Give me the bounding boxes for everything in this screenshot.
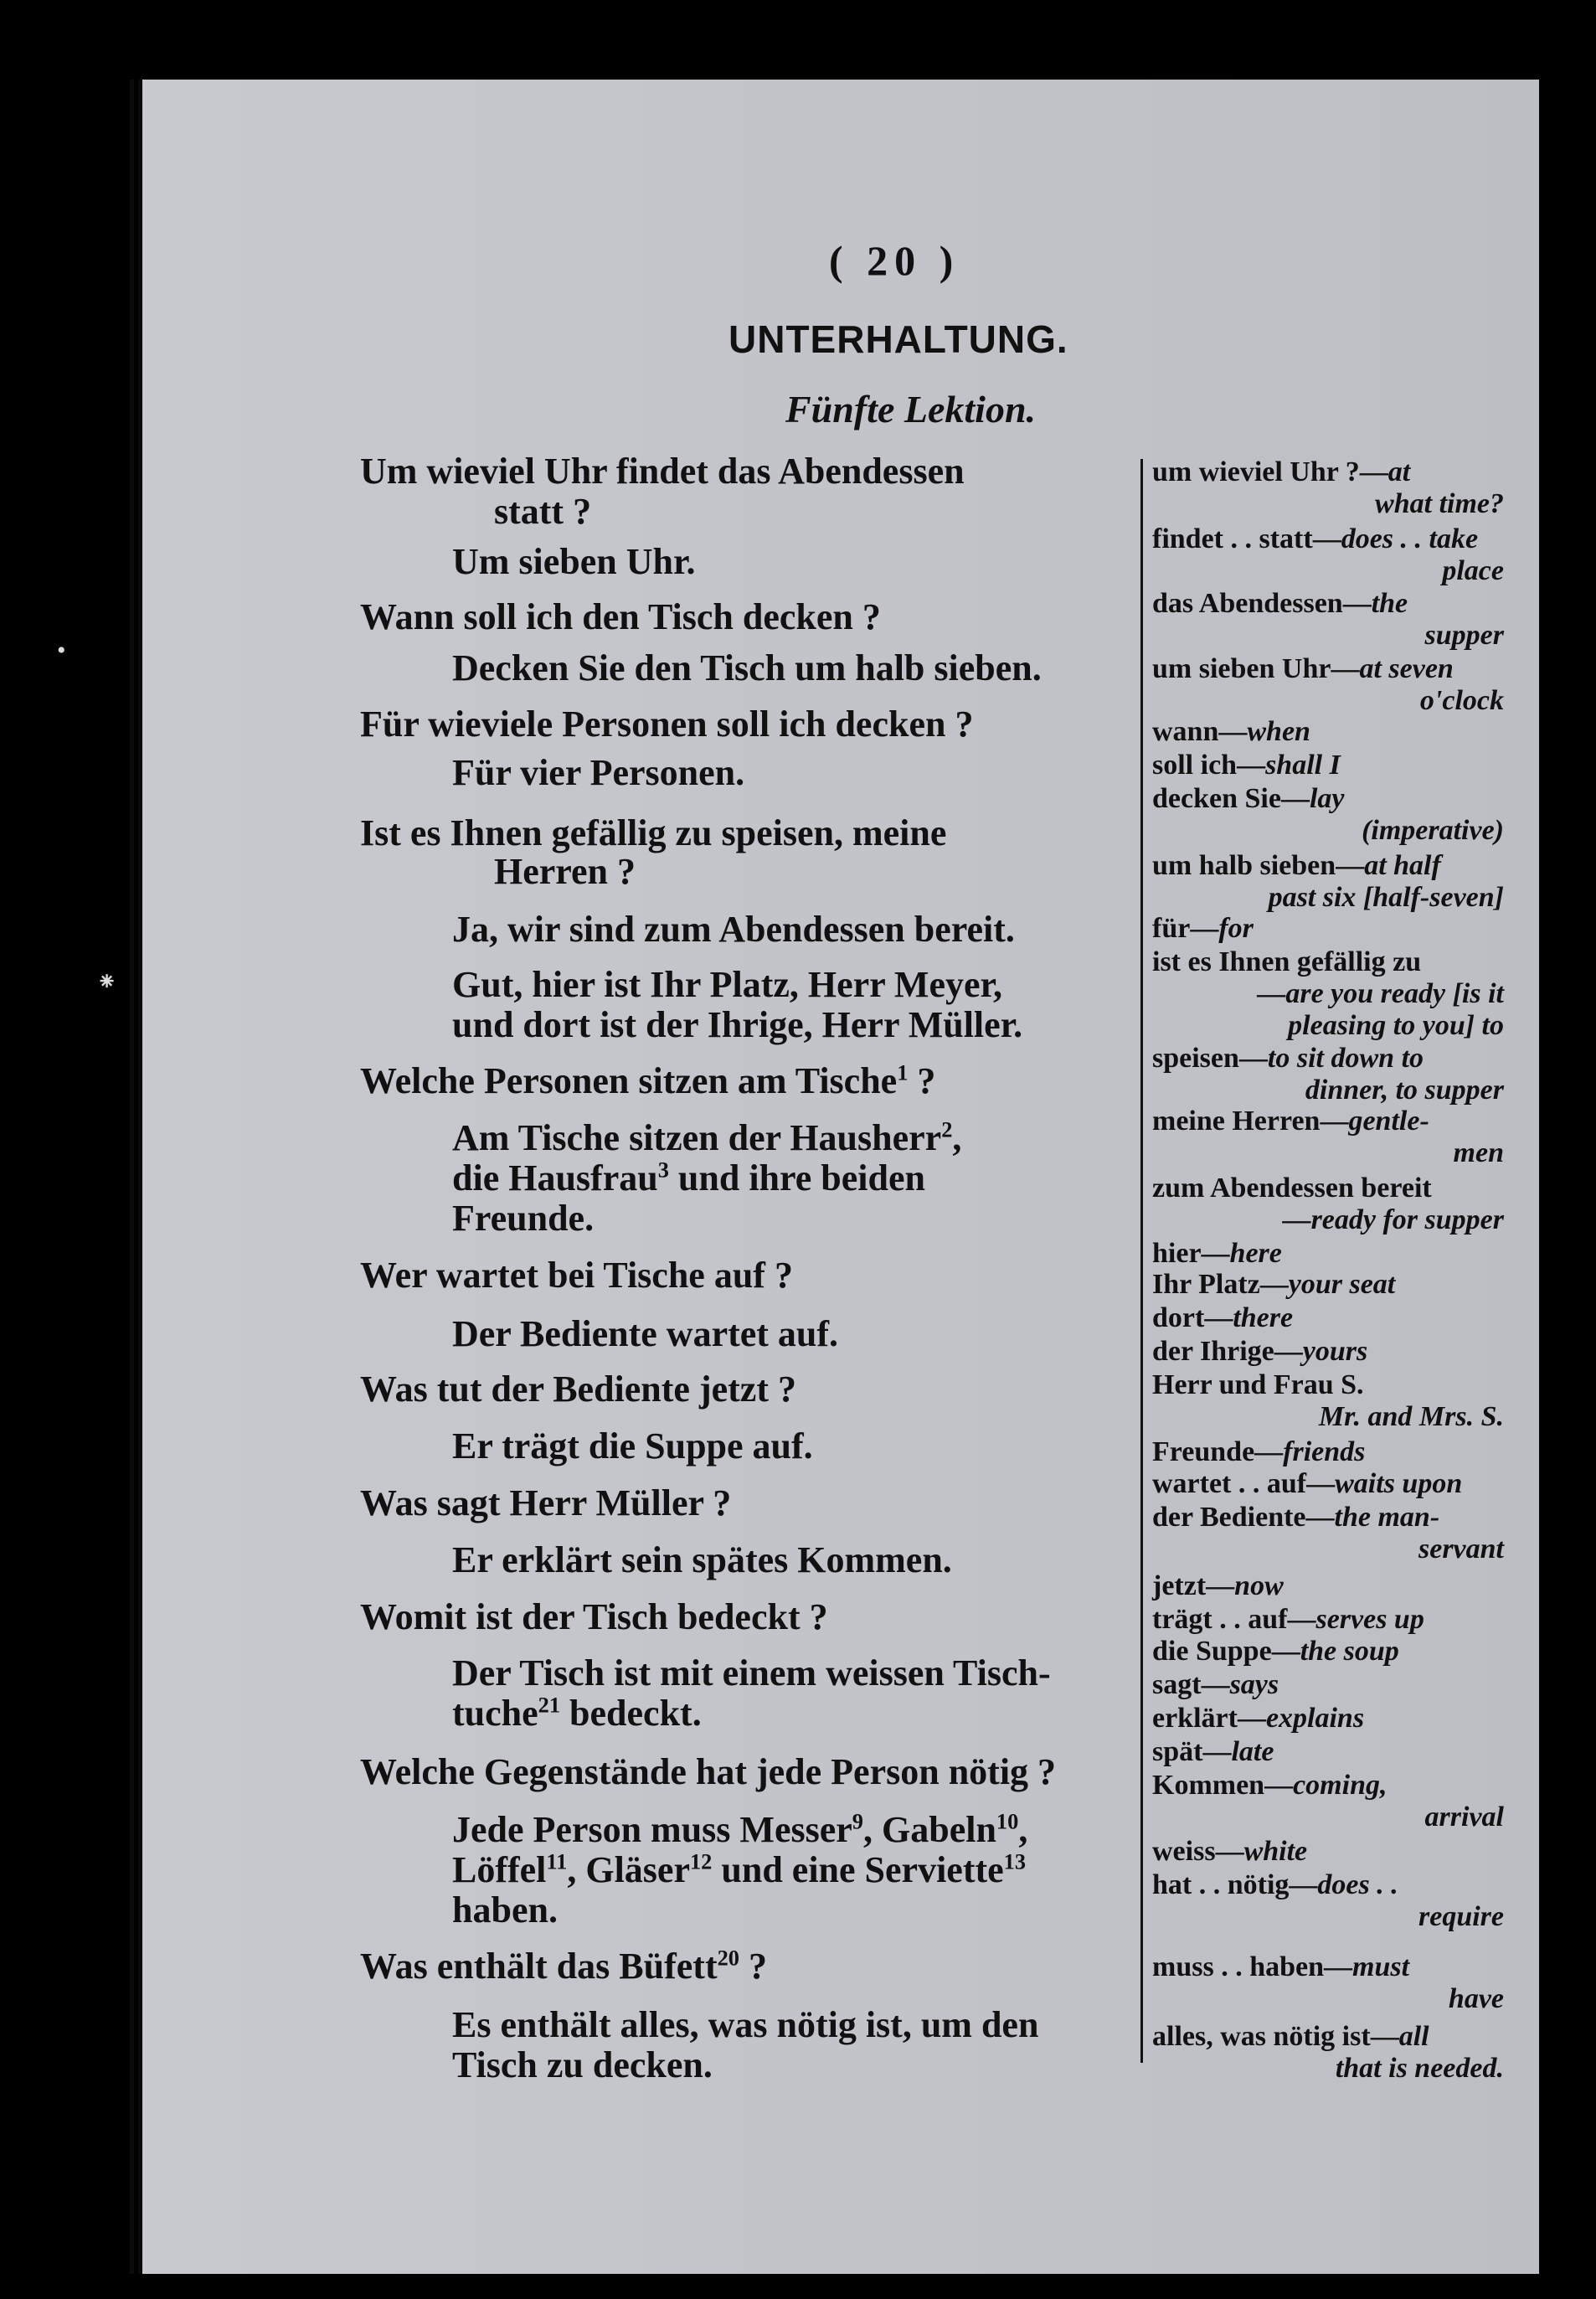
glossary-entry <box>1152 1836 1504 1868</box>
dash: — <box>1201 1669 1230 1700</box>
glossary-entry <box>1152 1736 1504 1768</box>
dash: — <box>1370 2021 1399 2052</box>
german-term: wartet . . auf <box>1152 1468 1307 1499</box>
footnote-ref: 13 <box>1003 1848 1027 1874</box>
english-gloss: at seven <box>1359 653 1454 684</box>
dash: — <box>1259 1269 1289 1300</box>
english-gloss: the man- <box>1334 1502 1440 1533</box>
text: Löffel <box>452 1849 547 1890</box>
german-term: der Ihrige <box>1152 1336 1274 1367</box>
german-term: meine Herren <box>1152 1106 1321 1137</box>
scan-speck: ⁕ <box>96 968 118 996</box>
page-number: ( 20 ) <box>829 237 960 284</box>
text: , Gläser <box>567 1849 690 1890</box>
dash: — <box>1204 1302 1233 1333</box>
english-gloss: yours <box>1302 1336 1368 1367</box>
question-line: Für wieviele Personen soll ich decken ? <box>360 704 974 745</box>
binding-edge <box>130 80 134 2274</box>
footnote-ref: 10 <box>996 1808 1019 1834</box>
answer-line: Freunde. <box>452 1198 595 1239</box>
dash: — <box>1215 1836 1244 1867</box>
answer-line: Er erklärt sein spätes Kommen. <box>452 1539 952 1580</box>
english-gloss: when <box>1247 716 1310 747</box>
german-term: weiss <box>1152 1836 1216 1867</box>
german-term: Herr und Frau S. <box>1152 1369 1364 1400</box>
question-line: Was sagt Herr Müller ? <box>360 1482 732 1523</box>
glossary-entry <box>1152 456 1504 520</box>
german-term: Kommen <box>1152 1770 1265 1801</box>
column-divider <box>1140 459 1143 2063</box>
dash: — <box>1190 913 1219 944</box>
text: Was enthält das Büfett <box>360 1946 718 1987</box>
english-gloss: now <box>1234 1570 1284 1601</box>
text: die Hausfrau <box>452 1157 658 1198</box>
glossary-entry <box>1152 1951 1504 2015</box>
english-gloss-continued: dinner, to supper <box>1305 1075 1504 1106</box>
german-term: Ihr Platz <box>1152 1269 1260 1300</box>
answer-line: Tisch zu decken. <box>452 2044 713 2085</box>
german-term: um wieviel Uhr ? <box>1152 456 1360 487</box>
german-term: wann <box>1152 716 1219 747</box>
german-term: trägt . . auf <box>1152 1604 1288 1635</box>
english-gloss-continued: place <box>1442 555 1504 586</box>
text: und ihre beiden <box>668 1157 925 1198</box>
glossary-entry <box>1152 1043 1504 1106</box>
english-gloss-continued: servant <box>1418 1534 1504 1564</box>
footnote-ref: 12 <box>689 1848 713 1874</box>
glossary-entry <box>1152 1636 1504 1668</box>
dash: — <box>1324 1951 1353 1982</box>
english-gloss: late <box>1231 1736 1274 1767</box>
glossary-entry <box>1152 1369 1504 1433</box>
german-term: die Suppe <box>1152 1636 1272 1667</box>
english-gloss: does . . <box>1317 1869 1398 1900</box>
answer-line: haben. <box>452 1889 558 1930</box>
english-gloss: the <box>1371 588 1408 619</box>
english-gloss-continued: require <box>1418 1901 1504 1932</box>
german-term: zum Abendessen bereit <box>1152 1173 1432 1204</box>
dash: — <box>1264 1770 1294 1801</box>
glossary-entry <box>1152 1468 1504 1500</box>
english-gloss: for <box>1218 913 1254 944</box>
answer-line: Am Tische sitzen der Hausherr$^2$, <box>452 1116 962 1158</box>
answer-line: und dort ist der Ihrige, Herr Müller. <box>452 1004 1023 1045</box>
dash: — <box>1237 750 1266 781</box>
question-line: statt ? <box>494 491 592 532</box>
dash: — <box>1306 1468 1336 1499</box>
english-gloss: serves up <box>1315 1604 1424 1635</box>
text: ? <box>739 1946 767 1987</box>
question-line: Wann soll ich den Tisch decken ? <box>360 596 881 637</box>
answer-line: Ja, wir sind zum Abendessen bereit. <box>452 909 1015 950</box>
german-term: decken Sie <box>1152 783 1281 814</box>
answer-line: Es enthält alles, was nötig ist, um den <box>452 2004 1039 2045</box>
german-term: erklärt <box>1152 1703 1238 1734</box>
english-gloss: lay <box>1309 783 1345 814</box>
german-term: der Bediente <box>1152 1502 1306 1533</box>
english-gloss-continued: —ready for supper <box>1282 1204 1504 1235</box>
glossary-entry <box>1152 2021 1504 2085</box>
footnote-ref: 20 <box>717 1945 739 1971</box>
english-gloss: white <box>1243 1836 1308 1867</box>
text: , Gabeln <box>863 1809 996 1850</box>
english-gloss: at half <box>1364 850 1441 881</box>
answer-line <box>452 1159 1130 1198</box>
dash: — <box>1320 1106 1349 1137</box>
english-gloss-continued: men <box>1453 1137 1504 1168</box>
dash: — <box>1336 850 1365 881</box>
glossary-entry <box>1152 913 1504 945</box>
glossary-entry <box>1152 1436 1504 1468</box>
answer-line <box>452 1848 1130 1890</box>
footnote-ref: 2 <box>941 1116 953 1142</box>
german-term: das Abendessen <box>1152 588 1343 619</box>
glossary-entry <box>1152 1269 1504 1301</box>
german-term: Freunde <box>1152 1436 1255 1467</box>
dash: — <box>1312 523 1341 554</box>
glossary-entry <box>1152 946 1504 1042</box>
english-gloss-continued: Mr. and Mrs. S. <box>1318 1401 1504 1432</box>
english-gloss: the soup <box>1300 1636 1399 1667</box>
glossary-entry <box>1152 1770 1504 1833</box>
answer-line: Gut, hier ist Ihr Platz, Herr Meyer, <box>452 964 1003 1005</box>
dash: — <box>1254 1436 1284 1467</box>
english-gloss: coming, <box>1293 1770 1387 1801</box>
glossary-entry <box>1152 1106 1504 1169</box>
german-term: um halb sieben <box>1152 850 1336 881</box>
text: ? <box>908 1060 936 1101</box>
dash: — <box>1331 653 1360 684</box>
glossary-entry <box>1152 1302 1504 1334</box>
text: bedeckt. <box>560 1693 702 1734</box>
english-gloss: gentle- <box>1348 1106 1429 1137</box>
german-term: dort <box>1152 1302 1205 1333</box>
german-term: um sieben Uhr <box>1152 653 1331 684</box>
dash: — <box>1206 1570 1235 1601</box>
german-term: für <box>1152 913 1191 944</box>
footnote-ref: 3 <box>657 1157 669 1183</box>
english-gloss: does . . take <box>1341 523 1479 554</box>
glossary-entry <box>1152 1669 1504 1701</box>
answer-line <box>452 1808 1130 1850</box>
german-term: sagt <box>1152 1669 1202 1700</box>
footnote-ref: 11 <box>546 1848 568 1874</box>
glossary-entry <box>1152 588 1504 652</box>
german-term: speisen <box>1152 1043 1239 1074</box>
text: Welche Personen sitzen am Tische <box>360 1060 898 1101</box>
text: Jede Person muss Messer <box>452 1809 852 1850</box>
glossary-entry <box>1152 653 1504 717</box>
footnote-ref: 9 <box>852 1808 863 1834</box>
glossary-entry <box>1152 523 1504 587</box>
english-gloss-continued: arrival <box>1424 1802 1504 1832</box>
lesson-subtitle: Fünfte Lektion. <box>785 388 1037 430</box>
german-term: ist es Ihnen gefällig zu <box>1152 946 1422 977</box>
dash: — <box>1287 1604 1316 1635</box>
german-term: muss . . haben <box>1152 1951 1325 1982</box>
text: und eine Serviette <box>712 1849 1004 1890</box>
glossary-entry <box>1152 750 1504 781</box>
german-term: spät <box>1152 1736 1203 1767</box>
german-term: jetzt <box>1152 1570 1207 1601</box>
english-gloss: there <box>1233 1302 1294 1333</box>
scan-speck: • <box>57 637 66 664</box>
english-gloss: shall I <box>1265 750 1341 781</box>
glossary-entry <box>1152 850 1504 914</box>
page-title: UNTERHALTUNG. <box>728 317 1068 361</box>
question-line: Womit ist der Tisch bedeckt ? <box>360 1596 828 1637</box>
german-term: hat . . nötig <box>1152 1869 1290 1900</box>
dash: — <box>1201 1238 1230 1269</box>
text: Am Tische sitzen der Hausherr <box>452 1117 942 1158</box>
glossary-entry <box>1152 783 1504 847</box>
german-term: hier <box>1152 1238 1202 1269</box>
dash: — <box>1202 1736 1232 1767</box>
dash: — <box>1218 716 1248 747</box>
footnote-ref: 21 <box>538 1692 561 1718</box>
dash: — <box>1342 588 1372 619</box>
question-line <box>360 1947 1130 1986</box>
english-gloss-continued: have <box>1448 1983 1504 2014</box>
english-gloss-continued: pleasing to you] to <box>1288 1010 1504 1041</box>
text: tuche <box>452 1693 538 1734</box>
answer-line <box>452 1694 1130 1733</box>
german-term: alles, was nötig ist <box>1152 2021 1371 2052</box>
dash: — <box>1238 1043 1268 1074</box>
dash: — <box>1280 783 1310 814</box>
english-gloss: all <box>1398 2021 1429 2052</box>
english-gloss: explains <box>1265 1703 1365 1734</box>
english-gloss-continued: supper <box>1424 620 1504 651</box>
dash: — <box>1271 1636 1300 1667</box>
glossary-entry <box>1152 1703 1504 1735</box>
question-line: Welche Gegenstände hat jede Person nötig ? <box>360 1751 1057 1792</box>
english-gloss: says <box>1229 1669 1279 1700</box>
answer-line: Für vier Personen. <box>452 752 745 793</box>
english-gloss-continued: past six [half-seven] <box>1268 882 1504 913</box>
english-gloss-continued: (imperative) <box>1362 815 1504 846</box>
glossary-entry <box>1152 716 1504 748</box>
question-line: Ist es Ihnen gefällig zu speisen, meine <box>360 812 947 853</box>
answer-line: Der Tisch ist mit einem weissen Tisch- <box>452 1652 1051 1693</box>
glossary-entry <box>1152 1570 1504 1602</box>
answer-line: Um sieben Uhr. <box>452 541 696 582</box>
question-line: Um wieviel Uhr findet das Abendessen <box>360 451 965 492</box>
dash: — <box>1237 1703 1266 1734</box>
glossary-entry <box>1152 1173 1504 1236</box>
question-line: Was tut der Bediente jetzt ? <box>360 1369 796 1410</box>
english-gloss-continued: —are you ready [is it <box>1257 978 1504 1009</box>
question-line: Wer wartet bei Tische auf ? <box>360 1255 793 1296</box>
glossary-entry <box>1152 1336 1504 1368</box>
question-line: Herren ? <box>494 851 636 892</box>
dash: — <box>1274 1336 1303 1367</box>
glossary-entry <box>1152 1238 1504 1270</box>
text: , <box>1018 1809 1028 1850</box>
german-term: soll ich <box>1152 750 1238 781</box>
glossary-entry <box>1152 1502 1504 1565</box>
english-gloss: must <box>1352 1951 1410 1982</box>
answer-line: Decken Sie den Tisch um halb sieben. <box>452 647 1042 688</box>
english-gloss-continued: that is needed. <box>1335 2053 1504 2084</box>
footnote-ref: 1 <box>897 1059 909 1085</box>
glossary-entry <box>1152 1869 1504 1933</box>
answer-line: Der Bediente wartet auf. <box>452 1313 839 1354</box>
english-gloss-continued: o'clock <box>1419 685 1504 716</box>
dash: — <box>1289 1869 1318 1900</box>
english-gloss: waits upon <box>1335 1468 1463 1499</box>
english-gloss: your seat <box>1288 1269 1396 1300</box>
english-gloss-continued: what time? <box>1375 488 1504 519</box>
dash: — <box>1305 1502 1335 1533</box>
question-line <box>360 1059 1130 1101</box>
english-gloss: at <box>1387 456 1411 487</box>
binding-edge <box>138 80 141 2274</box>
english-gloss: friends <box>1283 1436 1366 1467</box>
english-gloss: here <box>1229 1238 1282 1269</box>
dash: — <box>1359 456 1388 487</box>
english-gloss: to sit down to <box>1267 1043 1424 1074</box>
german-term: findet . . statt <box>1152 523 1313 554</box>
answer-line: Er trägt die Suppe auf. <box>452 1425 813 1467</box>
glossary-entry <box>1152 1604 1504 1636</box>
